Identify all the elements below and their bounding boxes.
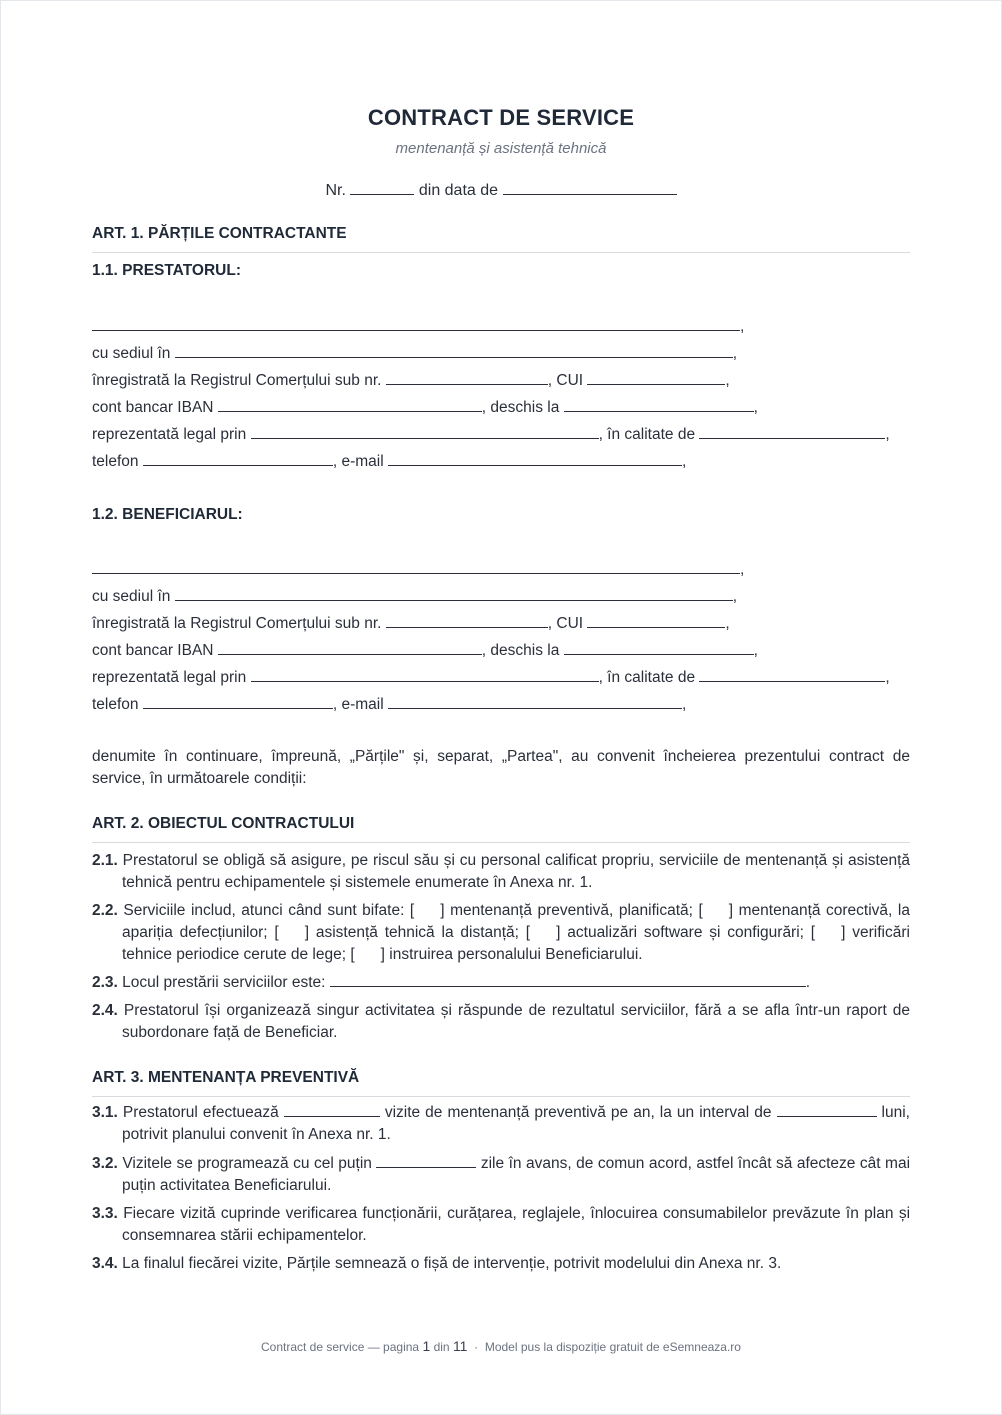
prestator-reprezentant-blank[interactable] xyxy=(251,424,599,439)
beneficiar-name-blank[interactable] xyxy=(92,559,740,574)
document-subtitle: mentenanță și asistență tehnică xyxy=(395,140,607,157)
beneficiar-sediu-line: cu sediul în , xyxy=(92,588,738,605)
footer-attribution: Model pus la dispoziție gratuit de eSemneaza.ro xyxy=(484,1340,741,1354)
prestator-name-blank[interactable] xyxy=(92,316,740,331)
beneficiar-bank-blank[interactable] xyxy=(564,640,754,655)
prestator-contact-line: telefon , e-mail , xyxy=(92,453,687,470)
beneficiar-phone-blank[interactable] xyxy=(143,694,333,709)
art3-heading: ART. 3. MENTENANȚA PREVENTIVĂ xyxy=(92,1069,910,1097)
beneficiar-cui-blank[interactable] xyxy=(587,613,725,628)
beneficiar-calitate-blank[interactable] xyxy=(699,667,885,682)
visits-per-year-blank[interactable] xyxy=(284,1102,380,1117)
beneficiar-reprezentant-line: reprezentată legal prin , în calitate de , xyxy=(92,669,890,686)
contract-number-blank[interactable] xyxy=(350,180,414,195)
beneficiar-sediu-blank[interactable] xyxy=(175,586,733,601)
art1-heading: ART. 1. PĂRȚILE CONTRACTANTE xyxy=(92,225,910,253)
prestator-sediu-blank[interactable] xyxy=(175,343,733,358)
beneficiar-reprezentant-blank[interactable] xyxy=(251,667,599,682)
page-total: 11 xyxy=(452,1338,468,1354)
clause-3-2: 3.2. Vizitele se programează cu cel puțin zile în avans, de comun acord, astfel încât să afecteze cât mai puțin activitatea Beneficiarului. xyxy=(92,1155,911,1194)
prestator-calitate-blank[interactable] xyxy=(699,424,885,439)
beneficiar-registru-line: înregistrată la Registrul Comerțului sub nr. , CUI , xyxy=(92,615,730,632)
clause-3-4: 3.4. La finalul fiecărei vizite, Părțile semnează o fișă de intervenție, potrivit modelului din Anexa nr. 3. xyxy=(92,1255,782,1272)
prestator-sediu-line: cu sediul în , xyxy=(92,345,738,362)
beneficiar-name-line: , xyxy=(92,559,744,579)
contract-date-blank[interactable] xyxy=(503,180,677,195)
clause-2-1: 2.1. Prestatorul se obligă să asigure, pe riscul său și cu personal calificat propriu, serviciile de mentenanță și asistență tehnică pentru echipamentele și sistemele enumerate în Anexa nr. 1. xyxy=(92,852,910,891)
clause-2-2: 2.2. Serviciile includ, atunci când sunt bifate: [ ] mentenanță preventivă, planificată; [ ] mentenanță corectivă, la apariția defecțiunilor; [ ] asistență tehnică la distanță; [ ] actualizări software și configurări; [ ] verificări tehnice periodice cerute de lege; [ ] instruirea personalului Beneficiarului. xyxy=(92,902,910,963)
prestator-registru-blank[interactable] xyxy=(386,370,548,385)
art2-heading: ART. 2. OBIECTUL CONTRACTULUI xyxy=(92,815,910,843)
prestator-phone-blank[interactable] xyxy=(143,451,333,466)
service-location-blank[interactable] xyxy=(330,972,806,987)
prestator-reprezentant-line: reprezentată legal prin , în calitate de , xyxy=(92,426,890,443)
document-title: CONTRACT DE SERVICE xyxy=(367,105,635,130)
prestator-cui-blank[interactable] xyxy=(587,370,725,385)
prestator-bank-blank[interactable] xyxy=(564,397,754,412)
advance-days-blank[interactable] xyxy=(376,1153,476,1168)
beneficiar-iban-line: cont bancar IBAN , deschis la , xyxy=(92,642,758,659)
clause-2-3: 2.3. Locul prestării serviciilor este: . xyxy=(92,974,811,991)
prestator-email-blank[interactable] xyxy=(388,451,682,466)
prestator-registru-line: înregistrată la Registrul Comerțului sub nr. , CUI , xyxy=(92,372,730,389)
clause-3-1: 3.1. Prestatorul efectuează vizite de mentenanță preventivă pe an, la un interval de luni, potrivit planului convenit în Anexa nr. 1. xyxy=(92,1104,910,1143)
prestator-iban-line: cont bancar IBAN , deschis la , xyxy=(92,399,758,416)
beneficiar-registru-blank[interactable] xyxy=(386,613,548,628)
interval-months-blank[interactable] xyxy=(777,1102,877,1117)
beneficiar-heading: 1.2. BENEFICIARUL: xyxy=(92,506,243,523)
prestator-name-line: , xyxy=(92,316,744,336)
contract-number-line: Nr. din data de xyxy=(1,180,1001,200)
page-number: 1 xyxy=(422,1338,431,1354)
beneficiar-email-blank[interactable] xyxy=(388,694,682,709)
prestator-heading: 1.1. PRESTATORUL: xyxy=(92,262,241,279)
prestator-iban-blank[interactable] xyxy=(218,397,482,412)
clause-3-3: 3.3. Fiecare vizită cuprinde verificarea funcționării, curățarea, reglajele, înlocuirea consumabilelor prevăzute în plan și consemnarea stării echipamentelor. xyxy=(92,1205,911,1244)
page-footer: Contract de service — pagina 1 din 11 · Model pus la dispoziție gratuit de eSemneaza.ro xyxy=(261,1338,741,1354)
parties-closing-paragraph: denumite în continuare, împreună, „Părțile" și, separat, „Partea", au convenit încheierea prezentului contract de service, în următoarele condiții: xyxy=(92,748,910,787)
clause-2-4: 2.4. Prestatorul își organizează singur activitatea și răspunde de rezultatul serviciilor, fără a se afla într-un raport de subordonare față de Beneficiar. xyxy=(92,1002,911,1041)
beneficiar-iban-blank[interactable] xyxy=(218,640,482,655)
beneficiar-contact-line: telefon , e-mail , xyxy=(92,696,687,713)
